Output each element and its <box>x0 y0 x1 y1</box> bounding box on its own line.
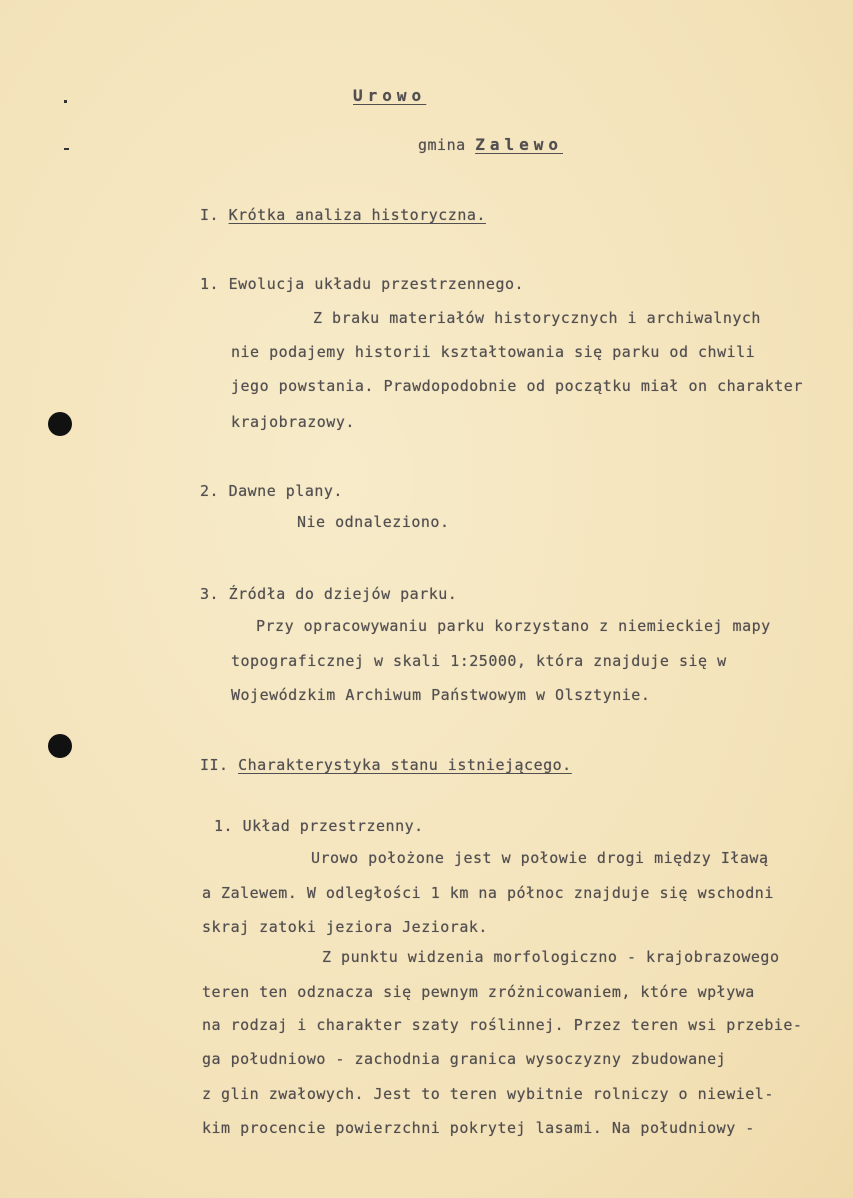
item-number: 1. <box>200 275 220 293</box>
section-number: I. <box>200 206 220 224</box>
item-number: 3. <box>200 585 220 603</box>
gmina-name: Zalewo <box>475 135 563 154</box>
paragraph-line: Urowo położone jest w połowie drogi między Iławą <box>311 849 769 867</box>
item-heading <box>214 817 424 835</box>
paragraph-line: na rodzaj i charakter szaty roślinnej. Przez teren wsi przebie- <box>202 1016 803 1034</box>
section-number: II. <box>200 756 229 774</box>
paragraph-line: Nie odnaleziono. <box>297 513 450 531</box>
paragraph-line: z glin zwałowych. Jest to teren wybitnie rolniczy o niewiel- <box>202 1085 774 1103</box>
paragraph-line: Wojewódzkim Archiwum Państwowym w Olsztynie. <box>231 686 651 704</box>
paragraph-line: a Zalewem. W odległości 1 km na północ znajduje się wschodni <box>202 884 774 902</box>
paragraph-line: skraj zatoki jeziora Jeziorak. <box>202 918 488 936</box>
item-heading <box>200 275 524 293</box>
section-2-heading <box>200 756 572 774</box>
paragraph-line: teren ten odznacza się pewnym zróżnicowaniem, które wpływa <box>202 983 755 1001</box>
paragraph-line: ga południowo - zachodnia granica wysoczyzny zbudowanej <box>202 1050 727 1068</box>
paragraph-line: nie podajemy historii kształtowania się parku od chwili <box>231 343 756 361</box>
item-title: Układ przestrzenny. <box>242 817 424 835</box>
punch-hole <box>48 412 72 436</box>
item-heading <box>200 482 343 500</box>
page-title: Urowo <box>353 86 427 105</box>
paragraph-line: topograficznej w skali 1:25000, która znajduje się w <box>231 652 727 670</box>
item-title: Ewolucja układu przestrzennego. <box>228 275 525 293</box>
paragraph-line: kim procencie powierzchni pokrytej lasami. Na południowy - <box>202 1119 755 1137</box>
paragraph-line: Przy opracowywaniu parku korzystano z niemieckiej mapy <box>256 617 771 635</box>
item-title: Źródła do dziejów parku. <box>228 585 458 603</box>
item-title: Dawne plany. <box>228 482 343 500</box>
gmina-label: gmina <box>418 136 466 154</box>
scan-mark <box>64 100 67 103</box>
scan-mark <box>64 148 69 150</box>
paragraph-line: jego powstania. Prawdopodobnie od początku miał on charakter <box>231 377 803 395</box>
item-number: 1. <box>214 817 234 835</box>
section-1-heading <box>200 206 486 224</box>
gmina-line <box>418 135 563 154</box>
item-number: 2. <box>200 482 220 500</box>
punch-hole <box>48 734 72 758</box>
paragraph-line: krajobrazowy. <box>231 413 355 431</box>
section-title: Charakterystyka stanu istniejącego. <box>238 756 572 774</box>
paragraph-line: Z braku materiałów historycznych i archiwalnych <box>313 309 761 327</box>
section-title: Krótka analiza historyczna. <box>228 206 486 224</box>
item-heading <box>200 585 457 603</box>
paragraph-line: Z punktu widzenia morfologiczno - krajobrazowego <box>322 948 780 966</box>
